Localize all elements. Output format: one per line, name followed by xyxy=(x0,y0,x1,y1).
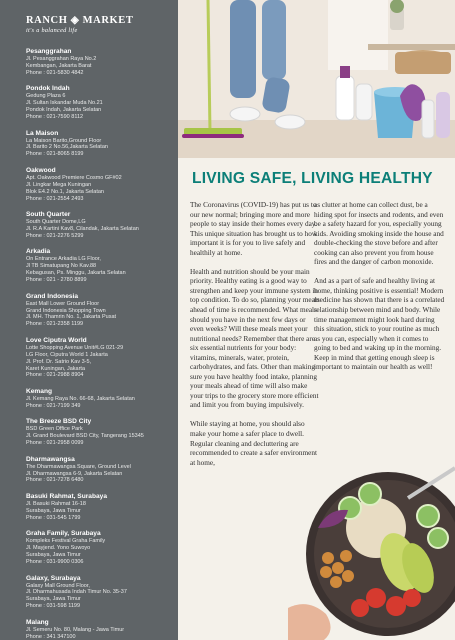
article-title: LIVING SAFE, LIVING HEALTHY xyxy=(192,170,433,187)
store-address-line: Blok E4.2 No.1, Jakarta Selatan xyxy=(26,188,104,195)
store-name: Graha Family, Surabaya xyxy=(26,530,101,538)
store-address-line: Phone : 031-9900 0306 xyxy=(26,559,84,565)
cleaning-illustration xyxy=(178,0,455,158)
store-name: South Quarter xyxy=(26,211,71,219)
salad-illustration xyxy=(288,458,455,640)
store-entry xyxy=(26,48,170,77)
store-address-line: Jl. Mayjend. Yono Suwoyo xyxy=(26,545,91,552)
store-address-line: South Quarter Dome,LG xyxy=(26,219,86,226)
store-entry xyxy=(26,493,170,522)
store-entry xyxy=(26,456,170,485)
store-sidebar xyxy=(0,0,178,640)
store-address-line: Kompleks Festival Graha Family xyxy=(26,538,106,545)
store-address-line: Phone : 031-545 1799 xyxy=(26,514,81,521)
store-address-line: Phone : 021-2988 8904 xyxy=(26,372,84,379)
paragraph-nutrition: Health and nutrition should be your main priority. Healthy eating is a good way to strengthen and keep your immune system in top condition. To do so, planning your meals ahead of time is recommended. What meals should you have in the next few days or even weeks? Will these meals meet your nutritional needs? Remember that there are six essential nutrients for your body: vitamins, minerals, water, protein, carbohydrates, and fats. Other than making sure you have healthy food intake, planning your meals ahead of time will also make your trips to the grocery store more efficient and limit you from buying impulsively. xyxy=(190,267,320,410)
store-address-line: Karet Kuningan, Jakarta xyxy=(26,365,86,372)
store-address-line: Galaxy Mall Ground Floor, xyxy=(26,582,90,589)
store-name: Malang xyxy=(26,618,49,626)
store-entry xyxy=(26,293,170,329)
store-address-line: LG Floor, Ciputra World 1 Jakarta xyxy=(26,351,108,358)
store-name: Dharmawangsa xyxy=(26,455,75,463)
store-address-line: BSD Green Office Park xyxy=(26,426,83,433)
article-column-2 xyxy=(314,201,445,382)
store-name: Kemang xyxy=(26,387,53,395)
paragraph-clutter: as clutter at home can collect dust, be a hiding spot for insects and rodents, and even be a safety hazard for you, especially young kids. Avoiding smoking inside the house and double-checking the stove before and after cooking can also prevent you from house fires and the danger of carbon monoxide. xyxy=(314,201,444,267)
store-address-line: Surabaya, Jawa Timur xyxy=(26,507,81,514)
store-address-line: Jl. Semeru No. 80, Malang - Jawa Timur xyxy=(26,626,125,633)
store-address-line: Jl. Sultan Iskandar Muda No.21 xyxy=(26,100,103,107)
store-address-line: Kebagusan, Ps. Minggu, Jakarta Selatan xyxy=(26,270,126,277)
store-address-line: Phone : 021-2276 5299 xyxy=(26,232,84,239)
store-address-line: Phone : 021-7278 6480 xyxy=(26,477,84,484)
store-address-line: The Dharmawangsa Square, Ground Level xyxy=(26,463,131,470)
store-address-line: Phone : 341 347100 xyxy=(26,633,76,640)
store-address-line: Kembangan, Jakarta Barat xyxy=(26,62,92,69)
store-address-line: Lotte Shopping Avenue Unit#LG 021-29 xyxy=(26,344,124,351)
store-address-line: Jl. Kemang Raya No. 66-68, Jakarta Selatan xyxy=(26,395,135,402)
article-column-1 xyxy=(190,201,320,478)
salad-bowl-photo xyxy=(288,458,455,640)
store-address-line: Phone : 031-598 1199 xyxy=(26,603,81,610)
logo-tagline: it's a balanced life xyxy=(26,27,78,34)
paragraph-intro: The Coronavirus (COVID-19) has put us to our new normal; bringing more and more people to stay inside their homes every day. This unique situation has brought us to how important it is for you to live safely and healthily at home. xyxy=(190,201,318,257)
store-name: Pesanggrahan xyxy=(26,48,72,55)
store-name: Galaxy, Surabaya xyxy=(26,574,81,582)
store-entry xyxy=(26,388,170,410)
store-address-line: Apt. Oakwood Premiere Cosmo GF#02 xyxy=(26,174,122,181)
store-entry xyxy=(26,418,170,447)
store-address-line: Jl. Grand Boulevard BSD City, Tangerang 15345 xyxy=(26,433,144,440)
store-entry xyxy=(26,530,170,566)
store-entry xyxy=(26,167,170,203)
store-address-line: Jl. R.A Kartini Kav8, Cilandak, Jakarta Selatan xyxy=(26,225,139,232)
store-address-line: Phone : 021-7590 8112 xyxy=(26,114,84,121)
store-address-line: La Maison Barito,Ground Floor xyxy=(26,137,102,144)
store-entry xyxy=(26,337,170,380)
paragraph-home-safety: While staying at home, you should also make your home a safer place to dwell. Regular cleaning and decluttering are recommended to create a safer environment at home, xyxy=(190,420,318,467)
store-address-line: Grand Indonesia Shopping Town xyxy=(26,307,106,314)
ranch-market-logo xyxy=(26,14,170,34)
store-address-line: Jl. Basuki Rahmat 16-18 xyxy=(26,500,86,507)
store-address-line: Phone : 021-2358 1199 xyxy=(26,321,84,328)
store-name: Basuki Rahmat, Surabaya xyxy=(26,492,107,500)
store-address-line: Jl. Barito 2 No.56,Jakarta Selatan xyxy=(26,144,108,151)
store-name: Grand Indonesia xyxy=(26,292,79,300)
store-address-line: Jl. Dharmahusada Indah Timur No. 35-37 xyxy=(26,589,127,596)
store-address-line: Jl TB Simatupang No Kav.88 xyxy=(26,263,97,270)
store-name: The Breeze BSD City xyxy=(26,418,92,426)
store-entry xyxy=(26,619,170,640)
store-address-line: Gedung Plaza 6 xyxy=(26,93,66,100)
store-entry xyxy=(26,130,170,159)
store-address-line: Jl. Dharmawangsa 6-9, Jakarta Selatan xyxy=(26,470,123,477)
cleaning-photo xyxy=(178,0,455,158)
store-address-line: Jl. Lingkar Mega Kuningan xyxy=(26,181,92,188)
store-address-line: Phone : 021-5830 4842 xyxy=(26,69,84,76)
store-name: La Maison xyxy=(26,129,59,137)
store-address-line: Phone : 021-8065 8199 xyxy=(26,151,84,158)
store-address-line: Jl. Pesanggrahan Raya No.2 xyxy=(26,56,97,62)
store-address-line: Surabaya, Jawa Timur xyxy=(26,552,81,559)
store-name: Love Ciputra World xyxy=(26,336,87,344)
store-name: Pondok Indah xyxy=(26,85,70,93)
store-address-line: Phone : 021-2958 0099 xyxy=(26,440,84,447)
store-address-line: Phone : 021 - 2780 8899 xyxy=(26,277,87,284)
store-address-line: Pondok Indah, Jakarta Selatan xyxy=(26,107,102,114)
store-name: Arkadia xyxy=(26,248,51,256)
store-address-line: Surabaya, Jawa Timur xyxy=(26,596,81,603)
store-name: Oakwood xyxy=(26,166,56,174)
store-address-line: On Entrance Arkadia LG Floor, xyxy=(26,256,101,263)
store-entry xyxy=(26,211,170,240)
store-address-line: Phone : 021-7199 349 xyxy=(26,402,81,409)
store-address-line: Jl. MH. Thamrin No. 1, Jakarta Pusat xyxy=(26,314,117,321)
store-list xyxy=(26,48,170,640)
store-entry xyxy=(26,575,170,611)
store-address-line: Jl. Prof. Dr. Satrio Kav 3-5, xyxy=(26,358,92,365)
store-address-line: Phone : 021-2554 2493 xyxy=(26,195,84,202)
store-entry xyxy=(26,85,170,121)
store-entry xyxy=(26,248,170,284)
store-address-line: East Mall Lower Ground Floor xyxy=(26,300,100,307)
logo-wordmark: RANCH ◈ MARKET xyxy=(26,15,134,26)
paragraph-positive-thinking: And as a part of safe and healthy living at home, thinking positive is essential! Modern medicine has shown that there is a correlated relationship between mind and body. While time management might look hard during this situation, stick to your routine as much as you can, especially when it comes to going to bed and waking up in the morning. Keep in mind that getting enough sleep is important to maintain our health as well! xyxy=(314,277,445,372)
